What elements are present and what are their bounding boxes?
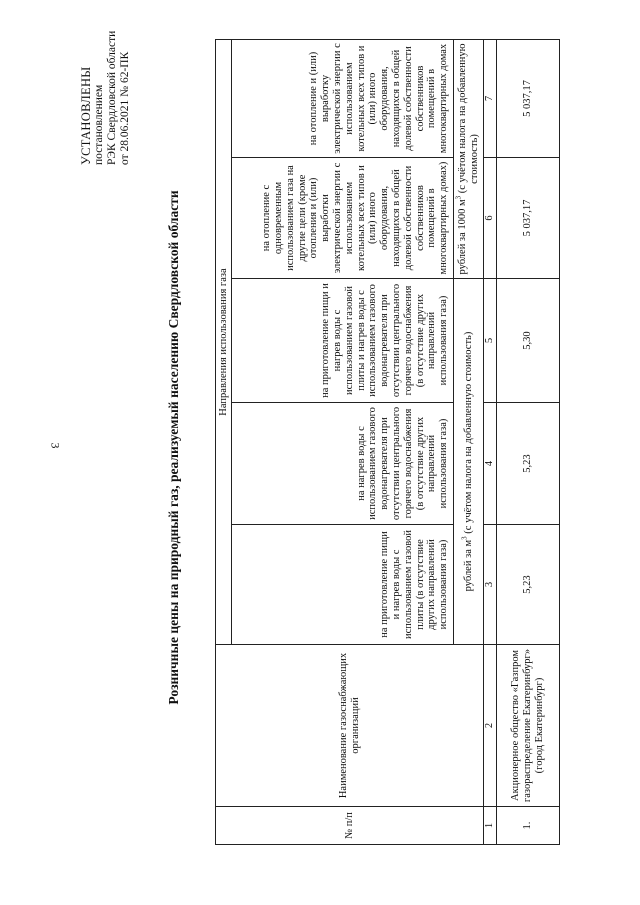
price-heating: 5 037,17: [497, 40, 560, 158]
table-row: [497, 40, 560, 845]
col-org-header: Наименование газоснабжающих организаций: [216, 645, 484, 807]
unit-per-m3: рублей за $м^3$ (с учётом налога на добавленную стоимость): [454, 279, 484, 645]
col6-header: на отопление с одновременным использованием газа на другие цели (кроме отопления и (или) выработки электрической энергии с использованием котельных всех типов и (или) иного оборудования, находящихся в общей долевой собственности собственников помещений в многоквартирных домах): [232, 158, 454, 279]
price-water-heating: 5,23: [497, 403, 560, 525]
group-header: Направления использования газа: [216, 40, 232, 645]
rotated-sheet: [10, 10, 630, 885]
approval-title: УСТАНОВЛЕНЫ: [79, 66, 93, 165]
document-title: Розничные цены на природный газ, реализуемый населению Свердловской области: [166, 190, 181, 705]
approval-line-2: РЭК Свердловской области: [106, 30, 118, 165]
col-number: 4: [484, 403, 497, 525]
col-number: 1: [484, 807, 497, 845]
column-number-row: [484, 40, 497, 845]
approval-line-1: постановлением: [93, 84, 105, 165]
col5-header: на приготовление пищи и нагрев воды с использованием газовой плиты и нагрев воды с использованием газового водонагревателя при отсутствии центрального горячего водоснабжения (в отсутствие других направлений использования газа): [232, 279, 454, 403]
unit-per-1000-m3: рублей за 1000 $м^3$ (с учётом налога на добавленную стоимость): [454, 40, 484, 279]
col3-header: на приготовление пищи и нагрев воды с использованием газовой плиты (в отсутствие других направлений использования газа): [232, 525, 454, 645]
col-number: 7: [484, 40, 497, 158]
approval-line-3: от 28.06.2021 № 62-ПК: [119, 51, 131, 165]
col-number: 6: [484, 158, 497, 279]
price-cooking: 5,23: [497, 525, 560, 645]
col-number: 5: [484, 279, 497, 403]
price-cooking-and-water-heating: 5,30: [497, 279, 560, 403]
col-no-header: № п/п: [216, 807, 484, 845]
price-heating-with-other-uses: 5 037,17: [497, 158, 560, 279]
col-number: 2: [484, 645, 497, 807]
row-number: 1.: [497, 807, 560, 845]
page-number: 3: [48, 442, 63, 449]
col4-header: на нагрев воды с использованием газового водонагревателя при отсутствии центрального горячего водоснабжения (в отсутствие других направлений использования газа): [232, 403, 454, 525]
col-number: 3: [484, 525, 497, 645]
col7-header: на отопление и (или) выработку электрической энергии с использованием котельных всех типов и (или) иного оборудования, находящихся в общей долевой собственности собственников помещений в многоквартирных домах: [232, 40, 454, 158]
approval-block: [80, 31, 132, 165]
price-table: [215, 39, 560, 845]
organization-name: Акционерное общество «Газпром газораспределение Екатеринбург» (город Екатеринбург): [497, 645, 560, 807]
